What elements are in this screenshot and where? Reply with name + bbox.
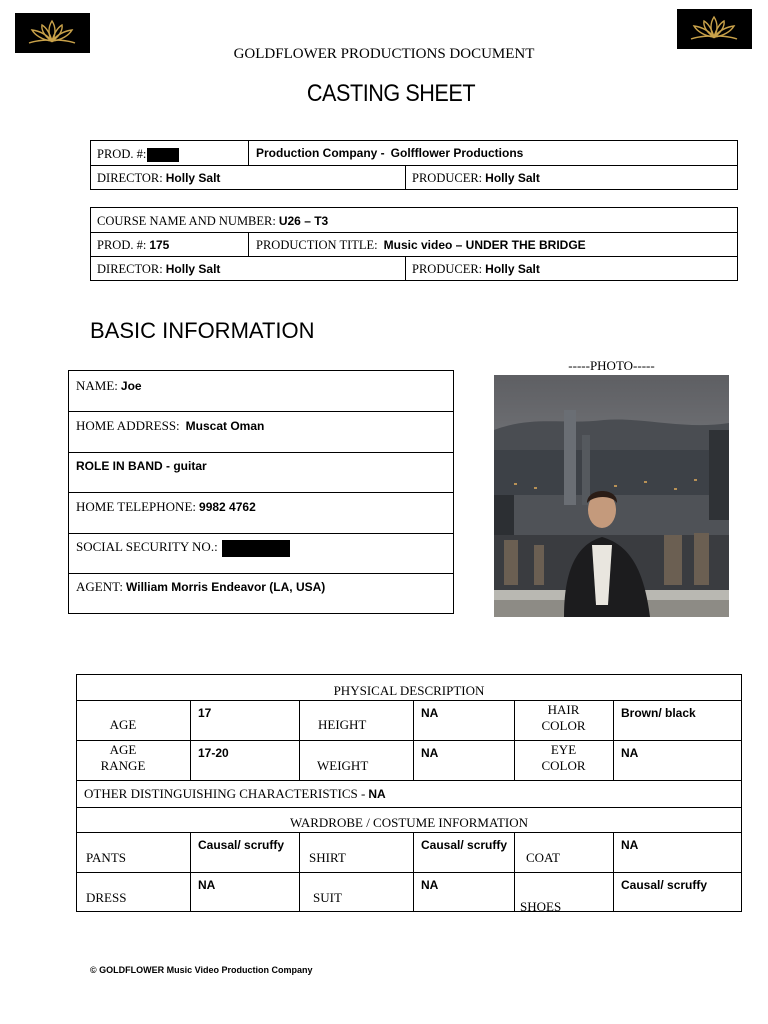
height-value: NA — [421, 706, 439, 720]
pants-value: Causal/ scruffy — [198, 838, 285, 852]
age-value: 17 — [198, 706, 212, 720]
height-label: HEIGHT — [318, 717, 367, 732]
page-title: CASTING SHEET — [306, 80, 476, 107]
prod-number-cell — [97, 238, 169, 253]
agent-value: William Morris Endeavor (LA, USA) — [126, 580, 326, 594]
phone-row — [76, 499, 256, 515]
age-range-label: AGE RANGE — [100, 742, 146, 773]
dress-value: NA — [198, 878, 216, 892]
producer-value: Holly Salt — [485, 171, 540, 185]
address-label: HOME ADDRESS: — [76, 418, 180, 433]
shoes-value: Causal/ scruffy — [621, 878, 708, 892]
redaction — [222, 540, 290, 557]
suit-value: NA — [421, 878, 439, 892]
eye-color-value: NA — [621, 746, 639, 760]
physical-description-heading: PHYSICAL DESCRIPTION — [333, 683, 485, 698]
director-cell — [97, 262, 220, 277]
coat-value: NA — [621, 838, 639, 852]
name-label: NAME: — [76, 378, 118, 393]
prod-number-cell — [97, 147, 179, 162]
age-label: AGE — [109, 717, 137, 732]
basic-info-table — [68, 370, 454, 614]
course-cell — [97, 214, 328, 229]
producer-value: Holly Salt — [485, 262, 540, 276]
production-company-value: Golfflower Productions — [390, 146, 524, 160]
lotus-logo-icon — [677, 9, 752, 49]
pants-label: PANTS — [86, 850, 126, 865]
prod-number-label: PROD. #: — [97, 238, 147, 252]
course-table — [90, 207, 738, 281]
name-row — [76, 378, 142, 394]
production-company-cell — [256, 146, 523, 161]
weight-label: WEIGHT — [317, 758, 369, 773]
prod-number-label: PROD. #: — [97, 147, 147, 161]
director-value: Holly Salt — [165, 171, 221, 185]
producer-cell — [412, 262, 540, 277]
phone-value: 9982 4762 — [199, 500, 256, 514]
actor-photo — [494, 375, 729, 617]
director-value: Holly Salt — [165, 262, 221, 276]
ssn-row — [76, 539, 290, 557]
hair-color-value: Brown/ black — [621, 706, 696, 720]
hair-color-label: HAIR COLOR — [541, 702, 586, 733]
name-value: Joe — [120, 379, 142, 393]
physical-description-table — [76, 674, 742, 912]
footer-text: © GOLDFLOWER Music Video Production Company — [90, 965, 313, 975]
other-characteristics-value: NA — [368, 787, 386, 801]
shirt-label: SHIRT — [309, 850, 346, 865]
producer-label: PRODUCER: — [412, 262, 483, 276]
prod-number-value: 175 — [149, 238, 170, 252]
address-value: Muscat Oman — [185, 419, 265, 433]
course-value: U26 – T3 — [278, 214, 329, 228]
wardrobe-heading: WARDROBE / COSTUME INFORMATION — [290, 815, 528, 830]
production-company-label: Production Company - — [256, 146, 385, 160]
director-label: DIRECTOR: — [97, 171, 163, 185]
basic-info-heading: BASIC INFORMATION — [90, 318, 315, 343]
age-range-value: 17-20 — [198, 746, 229, 760]
agent-label: AGENT: — [76, 579, 124, 594]
producer-label: PRODUCER: — [412, 171, 483, 185]
logo-right — [677, 9, 752, 49]
phone-label: HOME TELEPHONE: — [76, 499, 197, 514]
production-table — [90, 140, 738, 190]
shoes-label: SHOES — [520, 899, 562, 914]
shirt-value: Causal/ scruffy — [421, 838, 508, 852]
other-characteristics-label: OTHER DISTINGUISHING CHARACTERISTICS - — [84, 786, 366, 801]
photo-caption: -----PHOTO----- — [568, 358, 655, 373]
director-label: DIRECTOR: — [97, 262, 163, 276]
director-cell — [97, 171, 220, 186]
production-title-value: Music video – UNDER THE BRIDGE — [383, 238, 586, 252]
production-title-label: PRODUCTION TITLE: — [256, 238, 378, 252]
address-row — [76, 418, 264, 434]
role-label: ROLE IN BAND - guitar — [76, 459, 207, 473]
redaction — [147, 148, 179, 162]
producer-cell — [412, 171, 540, 186]
eye-color-label: EYE COLOR — [541, 742, 586, 773]
ssn-label: SOCIAL SECURITY NO.: — [76, 539, 218, 554]
weight-value: NA — [421, 746, 439, 760]
course-label: COURSE NAME AND NUMBER: — [97, 214, 276, 228]
role-row — [76, 459, 207, 474]
agent-row — [76, 579, 325, 595]
suit-label: SUIT — [313, 890, 342, 905]
other-characteristics-row — [84, 786, 386, 802]
company-line: GOLDFLOWER PRODUCTIONS DOCUMENT — [233, 46, 535, 62]
coat-label: COAT — [526, 850, 560, 865]
dress-label: DRESS — [86, 890, 127, 905]
production-title-cell — [256, 238, 586, 253]
